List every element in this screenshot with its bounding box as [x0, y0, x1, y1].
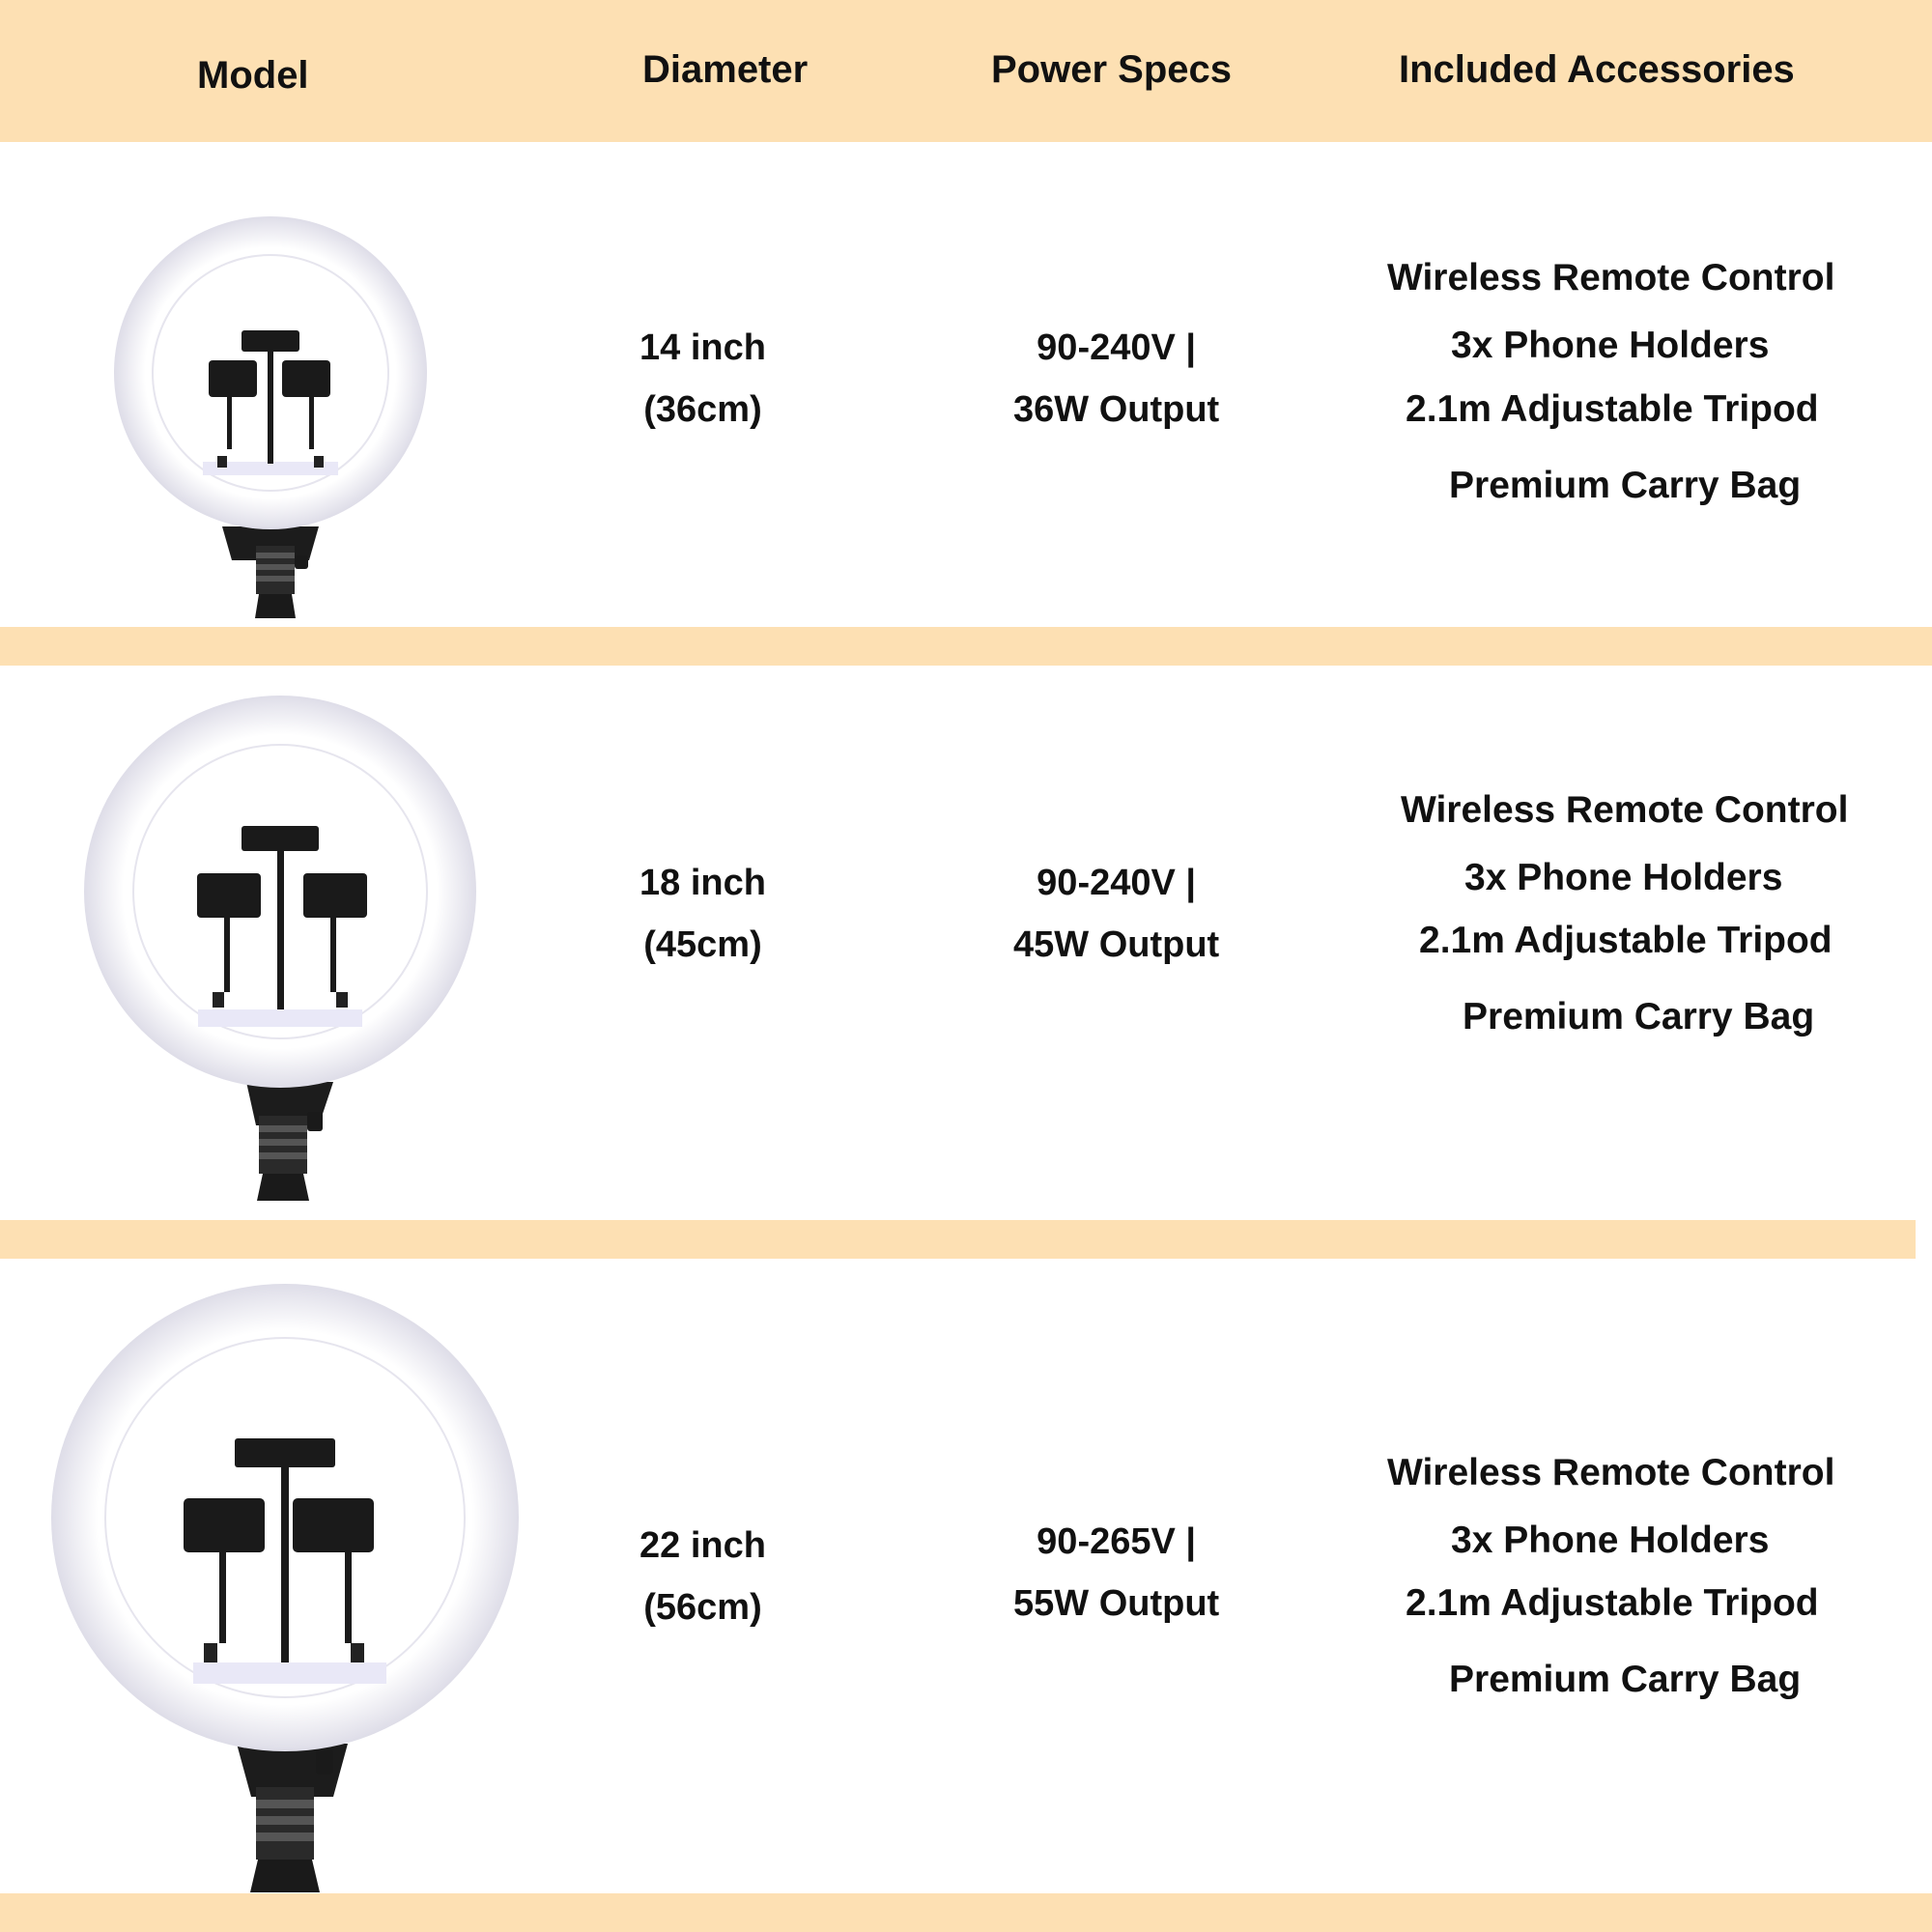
power-voltage: 90-265V | [1037, 1521, 1197, 1562]
diameter-cell [639, 317, 766, 440]
row-separator [0, 627, 1932, 666]
diameter-size: 14 inch [639, 327, 766, 368]
power-specs-cell [1013, 852, 1219, 976]
accessory-item: Wireless Remote Control [1401, 789, 1849, 831]
header-power-specs: Power Specs [991, 48, 1233, 91]
ring-light-22-inch-image [43, 1280, 526, 1898]
diameter-size: 18 inch [639, 863, 766, 903]
accessory-item: Wireless Remote Control [1387, 1452, 1835, 1493]
power-output: 36W Output [1013, 389, 1220, 430]
power-output: 45W Output [1013, 924, 1220, 965]
accessory-item: 2.1m Adjustable Tripod [1419, 920, 1833, 961]
accessory-item: 3x Phone Holders [1451, 1520, 1770, 1561]
accessory-item: Premium Carry Bag [1449, 465, 1802, 506]
power-specs-cell [1013, 317, 1219, 440]
row-separator [0, 1220, 1916, 1259]
diameter-metric: (56cm) [643, 1587, 762, 1628]
accessory-item: Premium Carry Bag [1449, 1659, 1802, 1700]
accessory-item: Wireless Remote Control [1387, 257, 1835, 298]
diameter-metric: (36cm) [643, 389, 762, 430]
power-voltage: 90-240V | [1037, 863, 1197, 903]
power-specs-cell [1013, 1511, 1219, 1634]
diameter-size: 22 inch [639, 1525, 766, 1566]
accessory-item: 2.1m Adjustable Tripod [1406, 1582, 1819, 1624]
ring-light-18-inch-image [77, 691, 483, 1203]
accessory-item: 3x Phone Holders [1464, 857, 1783, 898]
accessory-item: Premium Carry Bag [1463, 996, 1815, 1037]
ring-light-14-inch-image [106, 213, 435, 628]
power-output: 55W Output [1013, 1583, 1220, 1624]
header-model: Model [197, 54, 309, 97]
header-diameter: Diameter [642, 48, 809, 91]
accessory-item: 3x Phone Holders [1451, 325, 1770, 366]
diameter-cell [639, 1515, 766, 1638]
diameter-cell [639, 852, 766, 976]
power-voltage: 90-240V | [1037, 327, 1197, 368]
accessory-item: 2.1m Adjustable Tripod [1406, 388, 1819, 430]
diameter-metric: (45cm) [643, 924, 762, 965]
row-separator [0, 1893, 1932, 1932]
header-included-accessories: Included Accessories [1399, 48, 1795, 91]
